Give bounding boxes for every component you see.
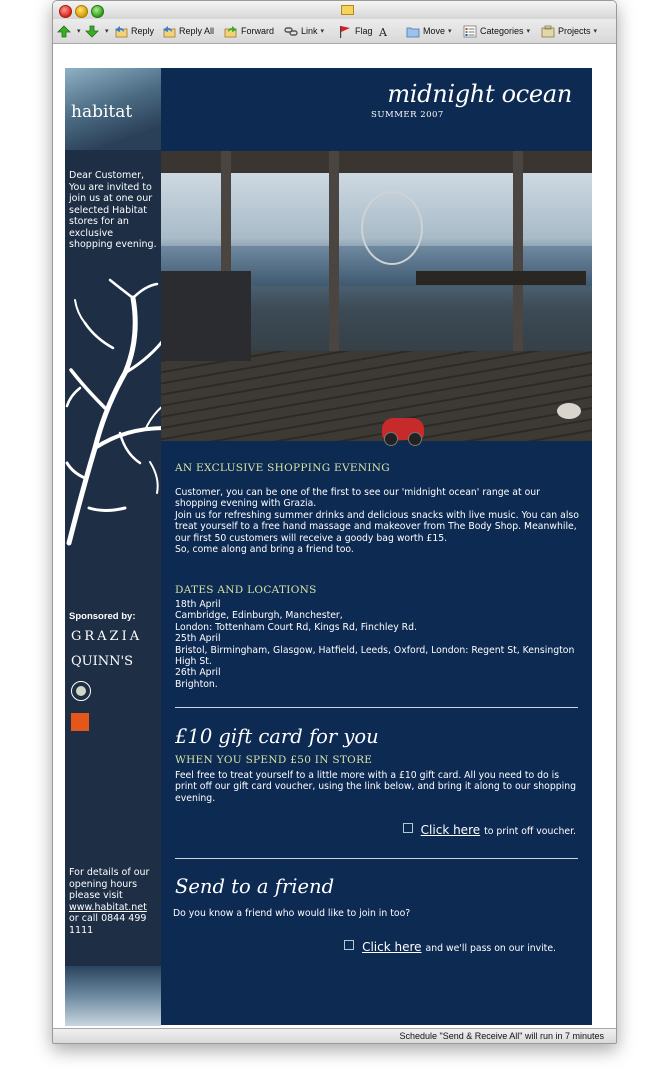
dates-list xyxy=(175,599,580,690)
date-item: 26th April xyxy=(175,667,221,679)
send-to-friend-cta xyxy=(344,940,556,954)
sidebar-footer-phone: or call 0844 499 1111 xyxy=(69,913,147,936)
projects-label: Projects xyxy=(558,26,591,36)
toy-car-icon xyxy=(382,418,424,440)
hero-table xyxy=(416,271,586,285)
voucher-cta xyxy=(403,823,576,837)
format-button[interactable] xyxy=(378,23,395,39)
link-button[interactable] xyxy=(284,23,324,39)
reply-label: Reply xyxy=(131,26,155,36)
send-to-friend-title: Send to a friend xyxy=(175,875,335,898)
sidebar-footer-text: For details of our opening hours please visit xyxy=(69,867,150,901)
flag-label: Flag xyxy=(355,26,373,36)
categories-icon xyxy=(463,25,477,38)
chevron-down-icon: ▾ xyxy=(105,28,109,35)
flag-icon xyxy=(338,25,352,38)
date-item: 18th April xyxy=(175,599,221,610)
location-item: Cambridge, Edinburgh, Manchester, xyxy=(175,610,343,622)
folder-icon xyxy=(406,25,420,38)
hero-deck xyxy=(161,351,592,441)
toolbar xyxy=(53,19,616,44)
body-paragraph: Customer, you can be one of the first to see our 'midnight ocean' range at our shopping evening with Grazia. xyxy=(175,487,541,510)
envelope-icon xyxy=(341,5,354,15)
body-shop-logo xyxy=(71,681,91,701)
date-item: 25th April xyxy=(175,633,221,645)
down-arrow-icon xyxy=(85,25,99,38)
close-window-button[interactable] xyxy=(59,5,72,18)
sidebar-footer xyxy=(69,867,159,936)
link-icon xyxy=(284,25,298,38)
sidebar-bottom-photo xyxy=(65,966,161,1026)
mail-window xyxy=(52,0,617,1044)
forward-label: Forward xyxy=(241,26,275,36)
send-to-friend-cta-text: and we'll pass on our invite. xyxy=(425,943,556,954)
move-label: Move xyxy=(423,26,446,36)
email-main-panel xyxy=(161,68,592,1025)
home-icon xyxy=(403,823,413,833)
hero-swing-chair xyxy=(361,191,423,265)
chevron-down-icon: ▾ xyxy=(448,28,452,35)
sponsored-by-label: Sponsored by: xyxy=(69,611,136,622)
svg-text:A: A xyxy=(379,25,387,38)
reply-button[interactable] xyxy=(114,23,154,39)
right-margin xyxy=(592,68,604,1025)
habitat-website-link[interactable]: www.habitat.net xyxy=(69,901,147,913)
hero-shell xyxy=(557,403,581,419)
chevron-down-icon: ▾ xyxy=(320,28,325,35)
section-body xyxy=(175,487,580,555)
location-item: Bristol, Birmingham, Glasgow, Hatfield, Leeds, Oxford, London: Regent St, Kensington High St. xyxy=(175,644,575,668)
move-button[interactable] xyxy=(406,23,452,39)
section-divider xyxy=(175,707,578,708)
message-content[interactable] xyxy=(53,44,616,1028)
campaign-subtitle: SUMMER 2007 xyxy=(371,110,444,120)
reply-all-button[interactable] xyxy=(162,23,214,39)
home-icon xyxy=(344,940,354,950)
status-text: Schedule "Send & Receive All" will run in 7 minutes xyxy=(399,1031,604,1041)
forward-button[interactable] xyxy=(224,23,274,39)
zoom-window-button[interactable] xyxy=(91,5,104,18)
previous-message-button[interactable] xyxy=(57,23,81,39)
title-bar xyxy=(53,1,616,19)
reply-all-icon xyxy=(162,25,176,38)
gift-card-subheading: WHEN YOU SPEND £50 IN STORE xyxy=(175,754,373,766)
habitat-logo: habitat xyxy=(71,102,133,122)
location-item: London: Tottenham Court Rd, Kings Rd, Finchley Rd. xyxy=(175,621,417,633)
voucher-cta-text: to print off voucher. xyxy=(484,826,576,837)
send-to-friend-body: Do you know a friend who would like to join in too? xyxy=(173,908,411,919)
chevron-down-icon: ▾ xyxy=(526,28,531,35)
grazia-logo: GRAZIA xyxy=(71,629,143,644)
gift-card-title: £10 gift card for you xyxy=(175,725,379,748)
status-bar xyxy=(53,1028,616,1044)
gift-card-body: Feel free to treat yourself to a little more with a £10 gift card. All you need to do is print off our gift card voucher, using the link below, and bring it along to our shopping evening. xyxy=(175,770,576,804)
hero-chair xyxy=(161,271,251,361)
sidebar-intro-text: Dear Customer, You are invited to join us at one our selected Habitat stores for an exclusive shopping evening. xyxy=(69,170,157,250)
email-sidebar xyxy=(65,68,161,1025)
projects-icon xyxy=(541,25,555,38)
categories-label: Categories xyxy=(480,26,524,36)
up-arrow-icon xyxy=(57,25,71,38)
categories-button[interactable] xyxy=(463,23,530,39)
projects-button[interactable] xyxy=(541,23,597,39)
forward-icon xyxy=(224,25,238,38)
body-paragraph: Join us for refreshing summer drinks and delicious snacks with live music. You can also treat yourself to a free hand massage and makeover from The Body Shop. Meanwhile, our first 50 customers will receive a goody bag worth £15. xyxy=(175,509,579,544)
hero-photo xyxy=(161,151,592,441)
section-heading: AN EXCLUSIVE SHOPPING EVENING xyxy=(175,462,390,474)
body-paragraph: So, come along and bring a friend too. xyxy=(175,544,354,556)
quinns-logo: QUINN'S xyxy=(71,654,133,669)
chevron-down-icon: ▾ xyxy=(77,28,81,35)
hero-post xyxy=(329,151,339,351)
minimize-window-button[interactable] xyxy=(75,5,88,18)
print-voucher-link[interactable]: Click here xyxy=(420,823,481,837)
reply-icon xyxy=(114,25,128,38)
hero-post xyxy=(513,151,523,351)
reply-all-label: Reply All xyxy=(179,26,215,36)
sponsor-badge-icon xyxy=(71,713,89,731)
chevron-down-icon: ▾ xyxy=(593,28,598,35)
next-message-button[interactable] xyxy=(85,23,109,39)
font-icon xyxy=(378,25,392,38)
campaign-title: midnight ocean xyxy=(387,80,572,108)
location-item: Brighton. xyxy=(175,678,218,690)
flag-button[interactable] xyxy=(338,23,373,39)
send-to-friend-link[interactable]: Click here xyxy=(362,940,422,954)
dates-heading: DATES AND LOCATIONS xyxy=(175,584,317,596)
section-divider xyxy=(175,858,578,859)
link-label: Link xyxy=(301,26,318,36)
